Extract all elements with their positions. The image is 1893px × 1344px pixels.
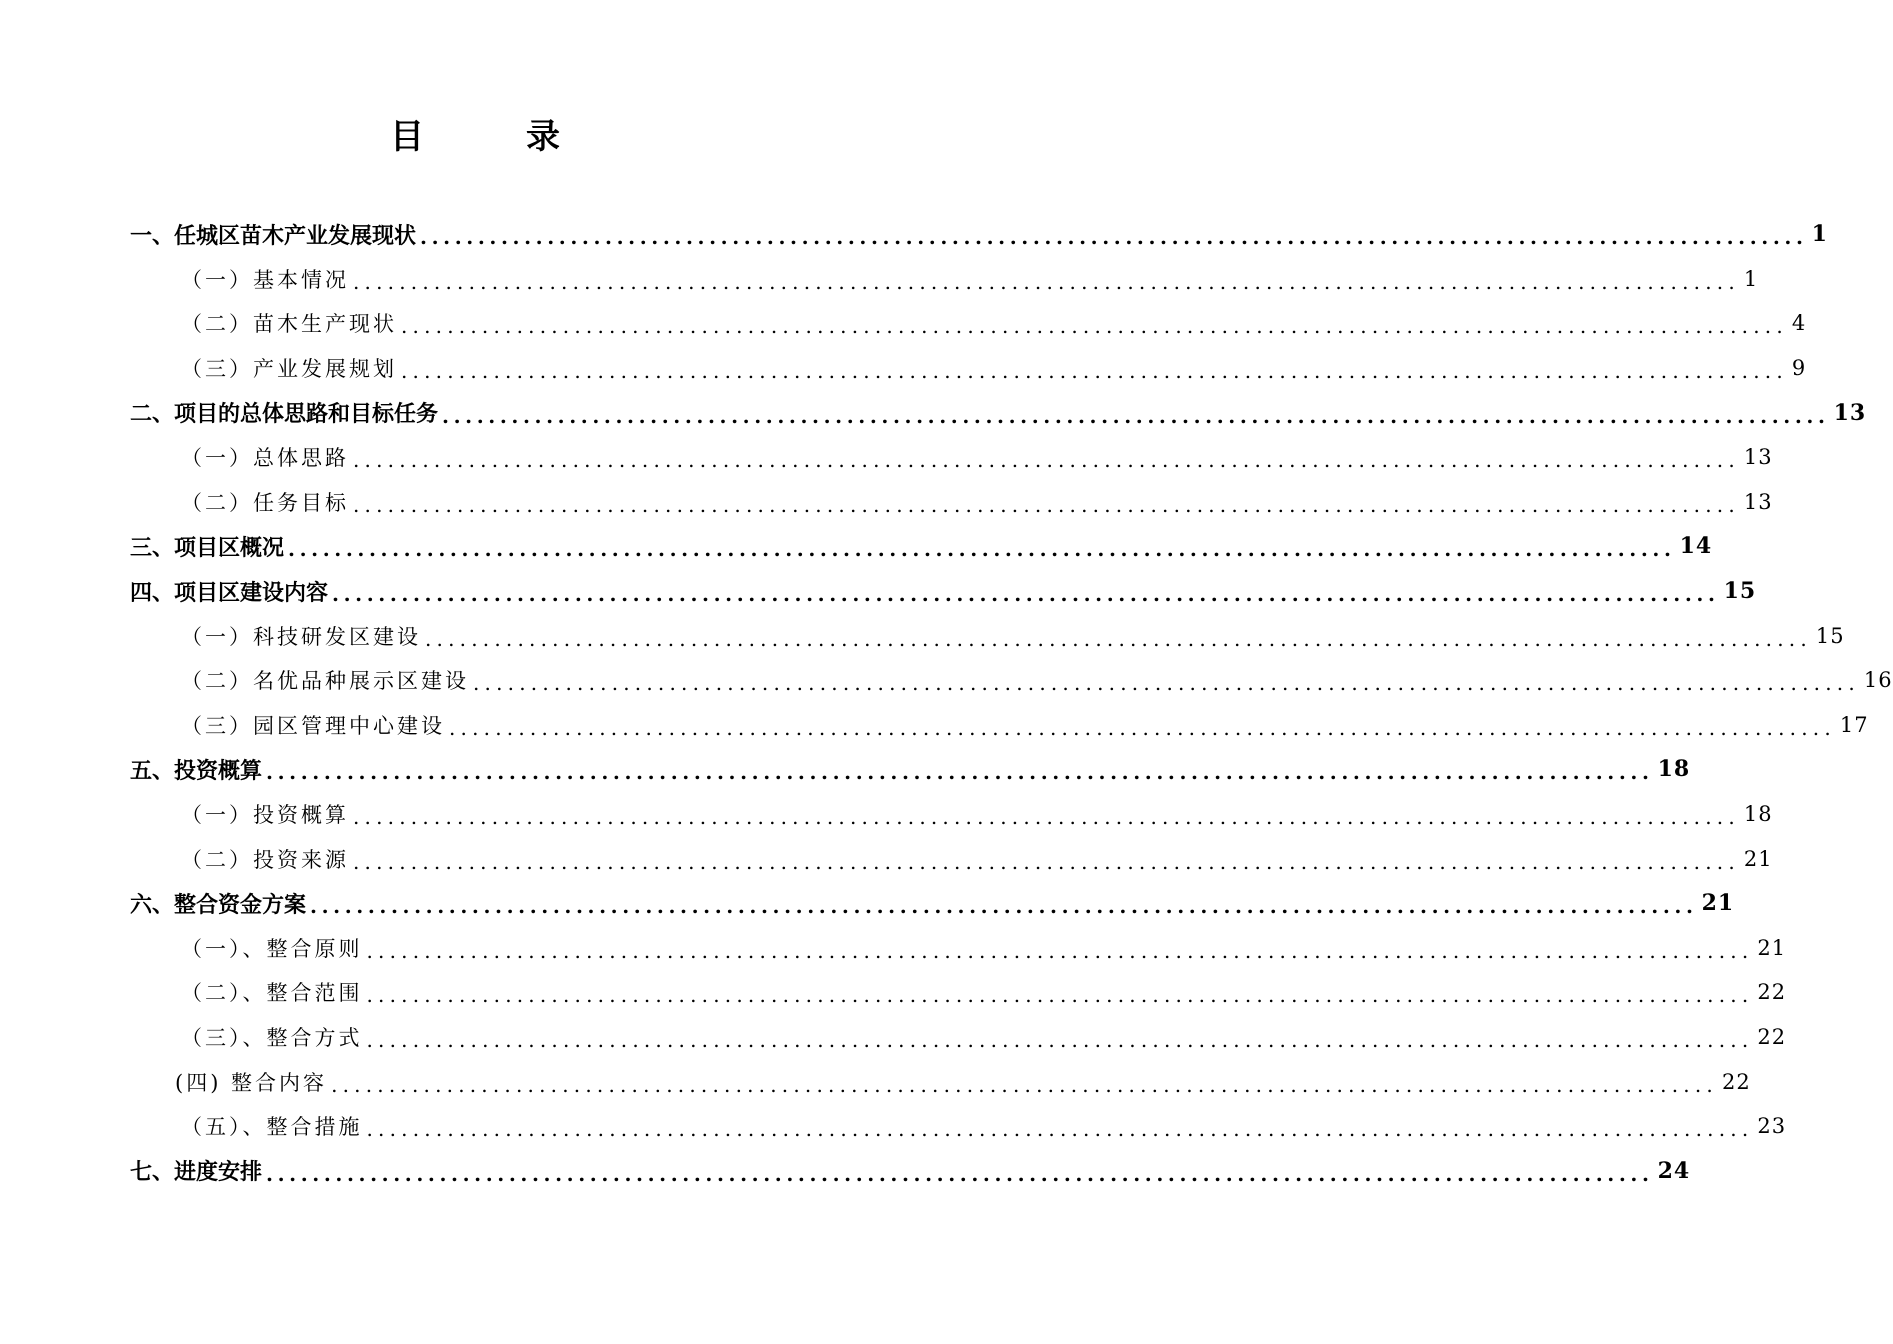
toc-dot-leader: ........................................................................................................................ xyxy=(288,537,1676,562)
toc-page-number: 23 xyxy=(1757,1114,1787,1139)
toc-section-entry[interactable] xyxy=(0,1015,1787,1060)
toc-section-entry[interactable] xyxy=(0,613,1845,658)
toc-entry-title: （二）、整合范围 xyxy=(181,981,363,1006)
toc-entry-title: （二）苗木生产现状 xyxy=(181,312,397,337)
toc-section-entry[interactable] xyxy=(0,346,1807,391)
toc-section-entry[interactable] xyxy=(0,970,1787,1015)
toc-section-entry[interactable] xyxy=(0,1104,1787,1149)
toc-page-number: 21 xyxy=(1701,890,1735,917)
toc-dot-leader: ........................................................................................................................ xyxy=(366,1027,1754,1052)
toc-entry-title: （一）科技研发区建设 xyxy=(181,624,421,649)
toc-section-entry[interactable] xyxy=(0,301,1807,346)
toc-page-number: 13 xyxy=(1743,489,1773,514)
toc-page-number: 18 xyxy=(1743,802,1773,827)
toc-page-number: 14 xyxy=(1679,533,1713,560)
toc-dot-leader: ........................................................................................................................ xyxy=(442,403,1830,428)
toc-dot-leader: ........................................................................................................................ xyxy=(353,492,1740,517)
toc-section-entry[interactable] xyxy=(0,257,1759,302)
toc-page-number: 22 xyxy=(1757,980,1787,1005)
toc-entry-title: 五、投资概算 xyxy=(130,757,263,784)
toc-page-number: 13 xyxy=(1743,445,1773,470)
toc-entry-title: （二）任务目标 xyxy=(181,490,349,515)
toc-dot-leader: ........................................................................................................................ xyxy=(331,1072,1718,1097)
toc-chapter-entry[interactable] xyxy=(0,524,1713,569)
toc-page-number: 15 xyxy=(1815,623,1845,648)
toc-entry-title: （三）园区管理中心建设 xyxy=(181,713,445,738)
toc-page-number: 18 xyxy=(1657,756,1691,783)
toc-section-entry[interactable] xyxy=(0,480,1773,525)
toc-entry-title: （一）总体思路 xyxy=(181,446,349,471)
toc-entry-title: （二）名优品种展示区建设 xyxy=(181,669,469,694)
toc-dot-leader: ........................................................................................................................ xyxy=(266,1161,1654,1186)
toc-section-entry[interactable] xyxy=(0,435,1773,480)
toc-dot-leader: ........................................................................................................................ xyxy=(266,760,1654,785)
toc-dot-leader: ........................................................................................................................ xyxy=(332,582,1720,607)
toc-page-number: 9 xyxy=(1791,356,1807,381)
toc-chapter-entry[interactable] xyxy=(0,212,1828,257)
page-title: 目 录 xyxy=(390,117,594,157)
toc-dot-leader: ........................................................................................................................ xyxy=(353,269,1740,294)
toc-entry-title: 一、任城区苗木产业发展现状 xyxy=(130,222,417,249)
toc-section-entry[interactable] xyxy=(0,658,1893,703)
toc-chapter-entry[interactable] xyxy=(0,569,1757,614)
toc-page-number: 13 xyxy=(1833,399,1867,426)
toc-chapter-entry[interactable] xyxy=(0,747,1691,792)
toc-page-number: 22 xyxy=(1721,1069,1751,1094)
toc-section-entry[interactable] xyxy=(0,792,1773,837)
toc-page-number: 21 xyxy=(1757,935,1787,960)
toc-section-entry[interactable] xyxy=(0,703,1869,748)
toc-page-number: 24 xyxy=(1657,1157,1691,1184)
toc-entry-title: 七、进度安排 xyxy=(130,1159,263,1186)
toc-entry-title: (四) 整合内容 xyxy=(175,1070,328,1095)
toc-dot-leader: ........................................................................................................................ xyxy=(353,849,1740,874)
toc-dot-leader: ........................................................................................................................ xyxy=(366,938,1754,963)
toc-page-number: 21 xyxy=(1743,846,1773,871)
toc-entry-title: （二）投资来源 xyxy=(181,847,349,872)
toc-entry-title: （五）、整合措施 xyxy=(181,1115,363,1140)
toc-page-number: 16 xyxy=(1863,668,1893,693)
toc-entry-title: （三）产业发展规划 xyxy=(181,357,397,382)
toc-entry-title: 四、项目区建设内容 xyxy=(130,579,329,606)
toc-dot-leader: ........................................................................................................................ xyxy=(420,225,1808,250)
toc-chapter-entry[interactable] xyxy=(0,881,1735,926)
toc-entry-title: （三）、整合方式 xyxy=(181,1025,363,1050)
toc-dot-leader: ........................................................................................................................ xyxy=(366,1117,1754,1142)
toc-entry-title: 六、整合资金方案 xyxy=(130,891,307,918)
table-of-contents xyxy=(0,212,1893,1193)
toc-page-number: 17 xyxy=(1839,712,1869,737)
toc-chapter-entry[interactable] xyxy=(0,1148,1691,1193)
toc-dot-leader: ........................................................................................................................ xyxy=(310,894,1698,919)
toc-entry-title: 三、项目区概况 xyxy=(130,534,285,561)
toc-section-entry[interactable] xyxy=(0,836,1773,881)
toc-dot-leader: ........................................................................................................................ xyxy=(366,983,1754,1008)
toc-dot-leader: ........................................................................................................................ xyxy=(401,359,1788,384)
toc-dot-leader: ........................................................................................................................ xyxy=(401,314,1788,339)
toc-page-number: 22 xyxy=(1757,1024,1787,1049)
toc-section-entry[interactable] xyxy=(0,926,1787,971)
toc-page-number: 4 xyxy=(1791,311,1807,336)
toc-page-number: 15 xyxy=(1723,578,1757,605)
toc-dot-leader: ........................................................................................................................ xyxy=(353,448,1740,473)
toc-entry-title: （一）投资概算 xyxy=(181,803,349,828)
toc-dot-leader: ........................................................................................................................ xyxy=(449,715,1836,740)
toc-dot-leader: ........................................................................................................................ xyxy=(353,805,1740,830)
toc-chapter-entry[interactable] xyxy=(0,390,1867,435)
toc-page-number: 1 xyxy=(1743,266,1759,291)
toc-entry-title: 二、项目的总体思路和目标任务 xyxy=(130,401,439,428)
toc-dot-leader: ........................................................................................................................ xyxy=(425,626,1812,651)
toc-page-number: 1 xyxy=(1811,221,1828,248)
toc-entry-title: （一）、整合原则 xyxy=(181,936,363,961)
toc-section-entry[interactable] xyxy=(0,1059,1751,1104)
toc-entry-title: （一）基本情况 xyxy=(181,267,349,292)
toc-dot-leader: ........................................................................................................................ xyxy=(473,671,1860,696)
